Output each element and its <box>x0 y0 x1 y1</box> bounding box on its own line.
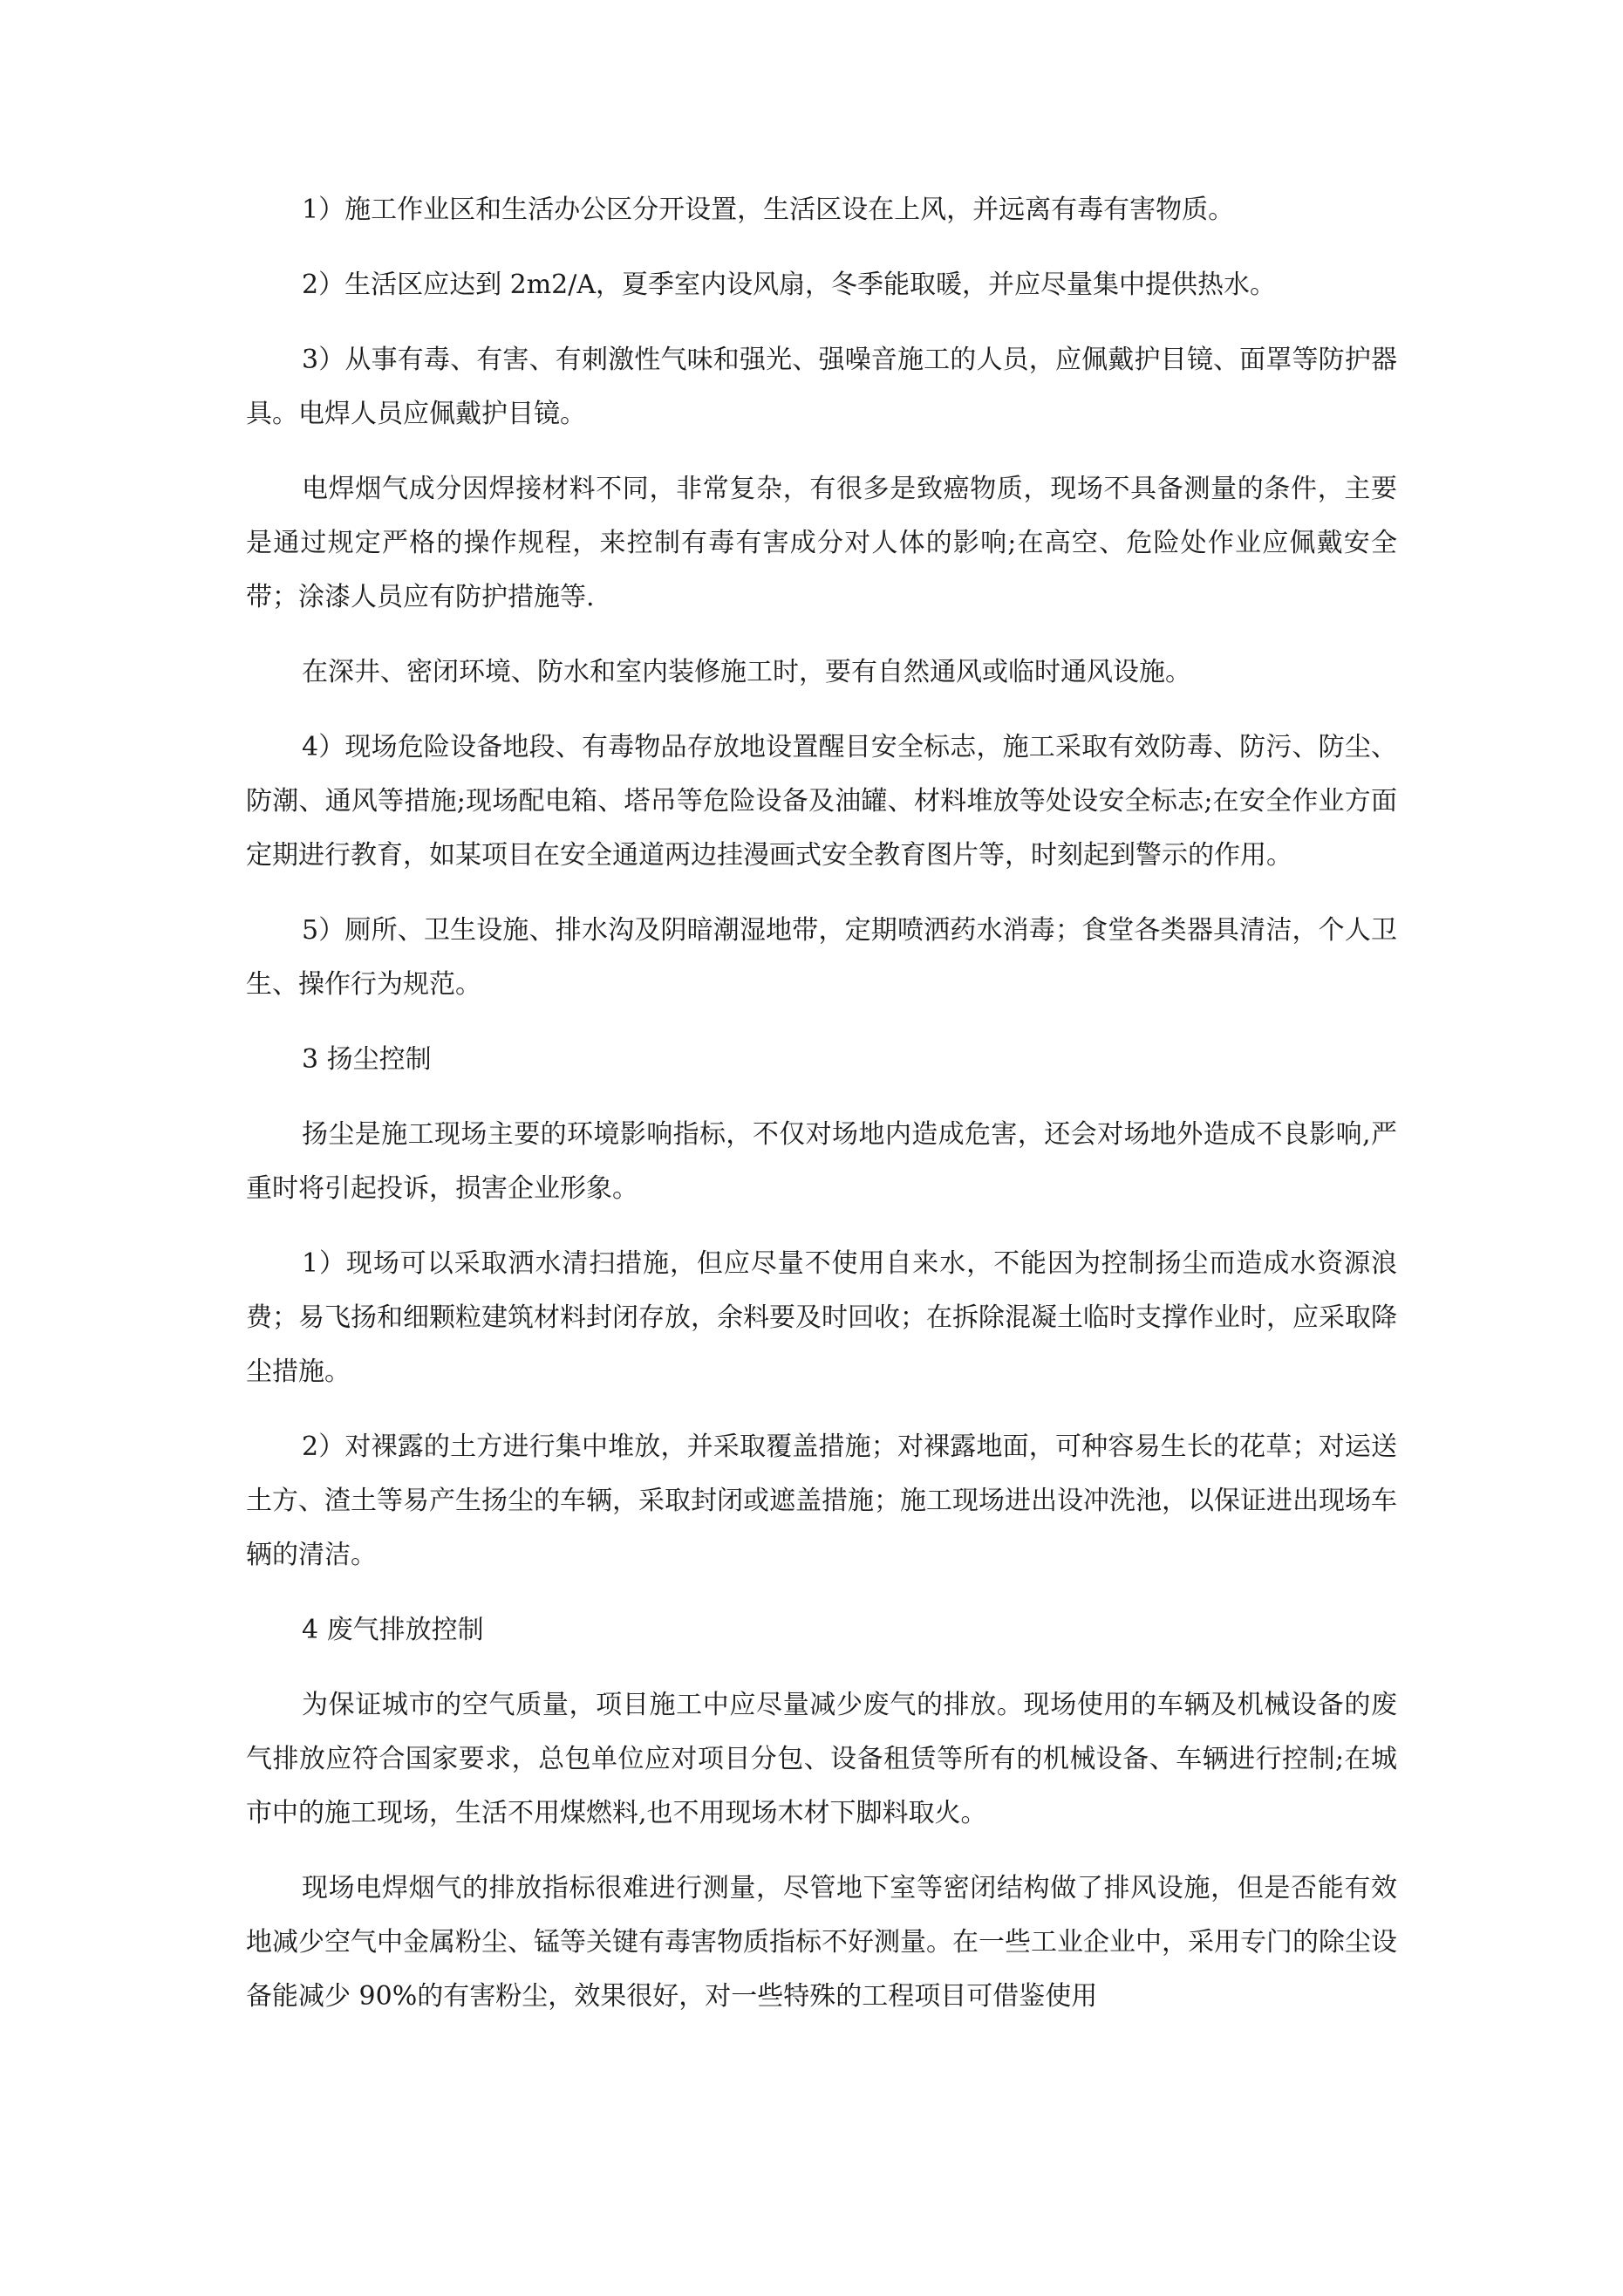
paragraph-3: 3）从事有毒、有害、有刺激性气味和强光、强噪音施工的人员，应佩戴护目镜、面罩等防护器具。电焊人员应佩戴护目镜。 <box>246 345 1397 429</box>
paragraph-10: 2）对裸露的土方进行集中堆放，并采取覆盖措施；对裸露地面，可种容易生长的花草；对运送土方、渣土等易产生扬尘的车辆，采取封闭或遮盖措施；施工现场进出设冲洗池，以保证进出现场车辆的清洁。 <box>246 1432 1397 1570</box>
paragraph-4: 电焊烟气成分因焊接材料不同，非常复杂，有很多是致癌物质，现场不具备测量的条件，主要是通过规定严格的操作规程，来控制有毒有害成分对人体的影响;在高空、危险处作业应佩戴安全带；涂漆人员应有防护措施等. <box>246 474 1397 612</box>
paragraph-12: 现场电焊烟气的排放指标很难进行测量，尽管地下室等密闭结构做了排风设施，但是否能有效地减少空气中金属粉尘、锰等关键有毒害物质指标不好测量。在一些工业企业中，采用专门的除尘设备能减少 90%的有害粉尘，效果很好，对一些特殊的工程项目可借鉴使用 <box>246 1873 1397 2012</box>
section-heading-exhaust-control: 4 废气排放控制 <box>302 1615 484 1645</box>
paragraph-2: 2）生活区应达到 2m2/A，夏季室内设风扇，冬季能取暖，并应尽量集中提供热水。 <box>302 270 1277 300</box>
section-heading-dust-control: 3 扬尘控制 <box>302 1044 432 1075</box>
paragraph-7: 5）厕所、卫生设施、排水沟及阴暗潮湿地带，定期喷洒药水消毒；食堂各类器具清洁，个人卫生、操作行为规范。 <box>246 915 1397 1000</box>
paragraph-8: 扬尘是施工现场主要的环境影响指标，不仅对场地内造成危害，还会对场地外造成不良影响,严重时将引起投诉，损害企业形象。 <box>246 1119 1397 1204</box>
paragraph-1: 1）施工作业区和生活办公区分开设置，生活区设在上风，并远离有毒有害物质。 <box>302 195 1235 225</box>
paragraph-6: 4）现场危险设备地段、有毒物品存放地设置醒目安全标志，施工采取有效防毒、防污、防尘、防潮、通风等措施;现场配电箱、塔吊等危险设备及油罐、材料堆放等处设安全标志;在安全作业方面定期进行教育，如某项目在安全通道两边挂漫画式安全教育图片等，时刻起到警示的作用。 <box>246 732 1397 871</box>
paragraph-9: 1）现场可以采取洒水清扫措施，但应尽量不使用自来水，不能因为控制扬尘而造成水资源浪费；易飞扬和细颗粒建筑材料封闭存放，余料要及时回收；在拆除混凝土临时支撑作业时，应采取降尘措施。 <box>246 1248 1397 1387</box>
paragraph-5: 在深井、密闭环境、防水和室内装修施工时，要有自然通风或临时通风设施。 <box>302 657 1191 687</box>
paragraph-11: 为保证城市的空气质量，项目施工中应尽量减少废气的排放。现场使用的车辆及机械设备的废气排放应符合国家要求，总包单位应对项目分包、设备租赁等所有的机械设备、车辆进行控制;在城市中的施工现场，生活不用煤燃料,也不用现场木材下脚料取火。 <box>246 1690 1397 1828</box>
document-body <box>246 183 1397 2045</box>
